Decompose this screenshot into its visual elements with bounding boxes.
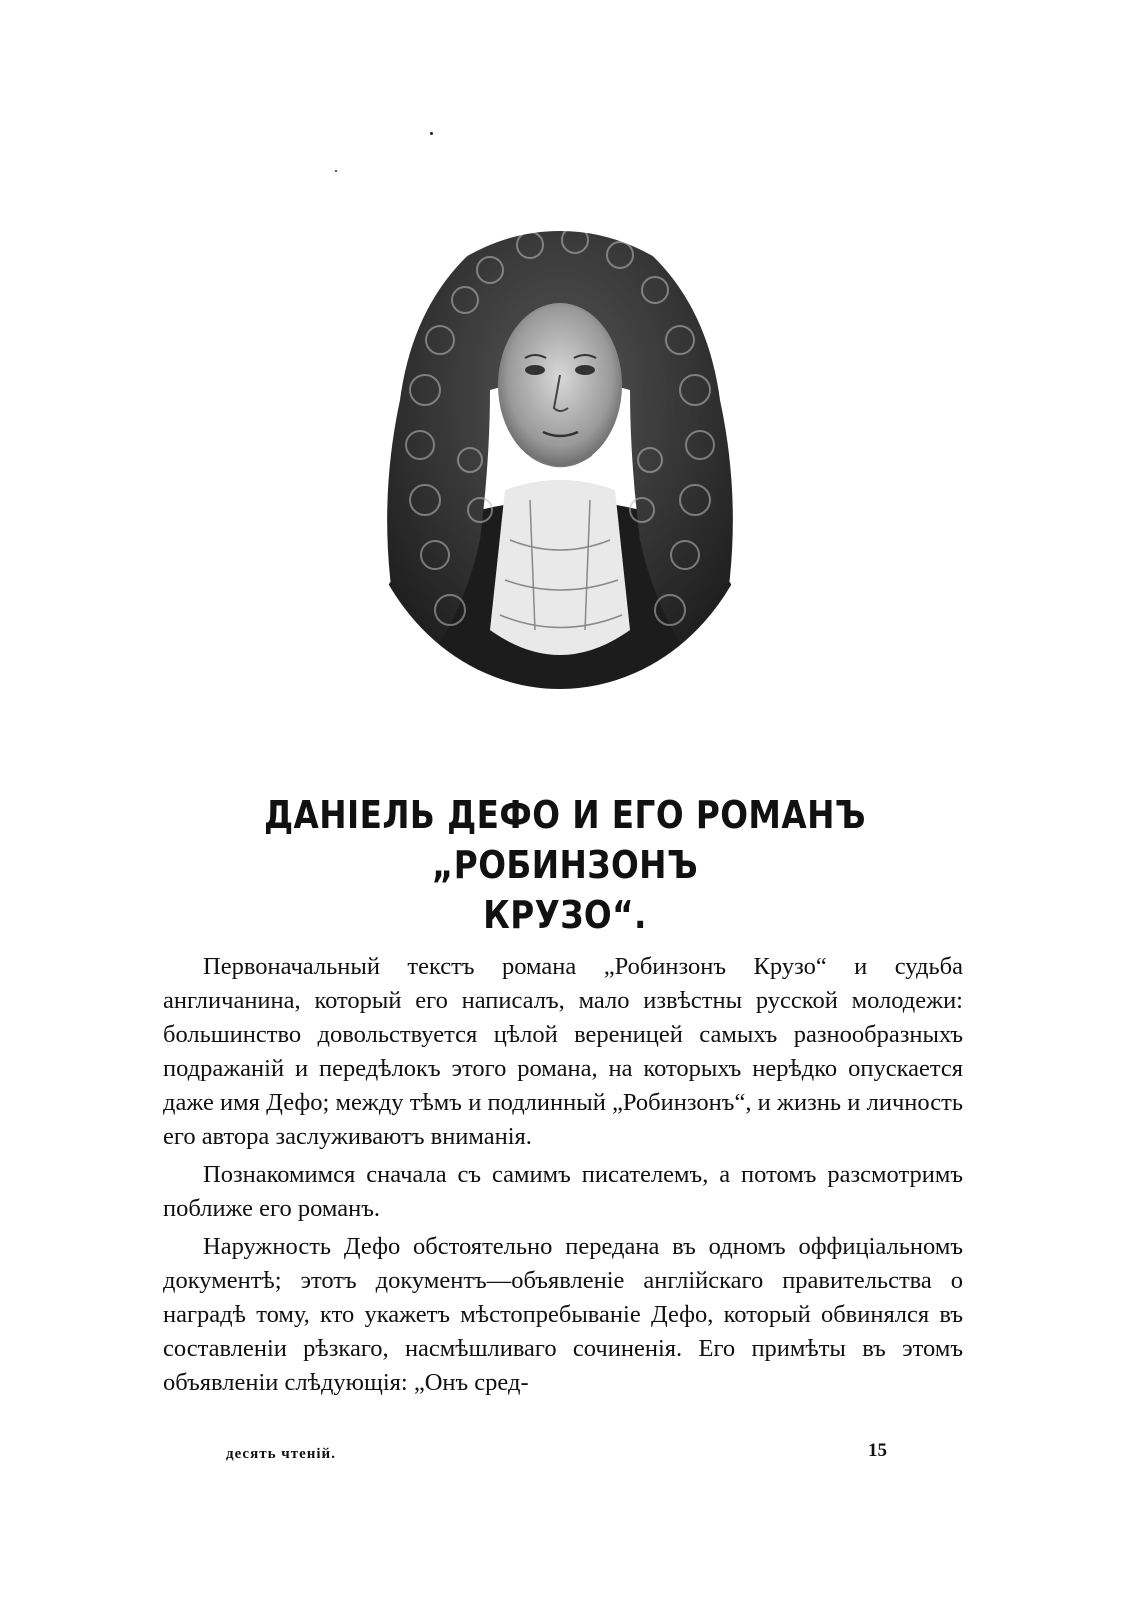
portrait-icon [330, 160, 790, 720]
paragraph: Наружность Дефо обстоятельно передана въ одномъ оффиціальномъ документѣ; этотъ документъ—объявленіе англійскаго правительства о наградѣ тому, кто укажетъ мѣстопребываніе Дефо, который обвинялся въ составленіи рѣзкаго, насмѣшливаго сочиненія. Его примѣты въ этомъ объявленіи слѣдующія: „Онъ сред- [163, 1233, 963, 1396]
chapter-title-line1: ДАНІЕЛЬ ДЕФО И ЕГО РОМАНЪ „РОБИНЗОНЪ [263, 793, 867, 887]
paragraph: Первоначальный текстъ романа „Робинзонъ Крузо“ и судьба англичанина, который его написалъ, мало извѣстны русской молодежи: большинство довольствуется цѣлой вереницей самыхъ разнообразныхъ подражаній и передѣлокъ этого романа, на которыхъ нерѣдко опускается даже имя Дефо; между тѣмъ и подлинный „Робинзонъ“, и жизнь и личность его автора заслуживаютъ вниманія. [163, 953, 963, 1150]
chapter-title [208, 790, 922, 940]
body-text [163, 950, 963, 1404]
print-speck [430, 132, 433, 135]
paragraph: Познакомимся сначала съ самимъ писателемъ, а потомъ разсмотримъ поближе его романъ. [163, 1161, 963, 1222]
signature-mark: десять чтеній. [226, 1446, 336, 1462]
portrait-engraving [330, 160, 790, 720]
chapter-title-line2: КРУЗО“. [483, 893, 647, 937]
page-number: 15 [868, 1440, 887, 1461]
